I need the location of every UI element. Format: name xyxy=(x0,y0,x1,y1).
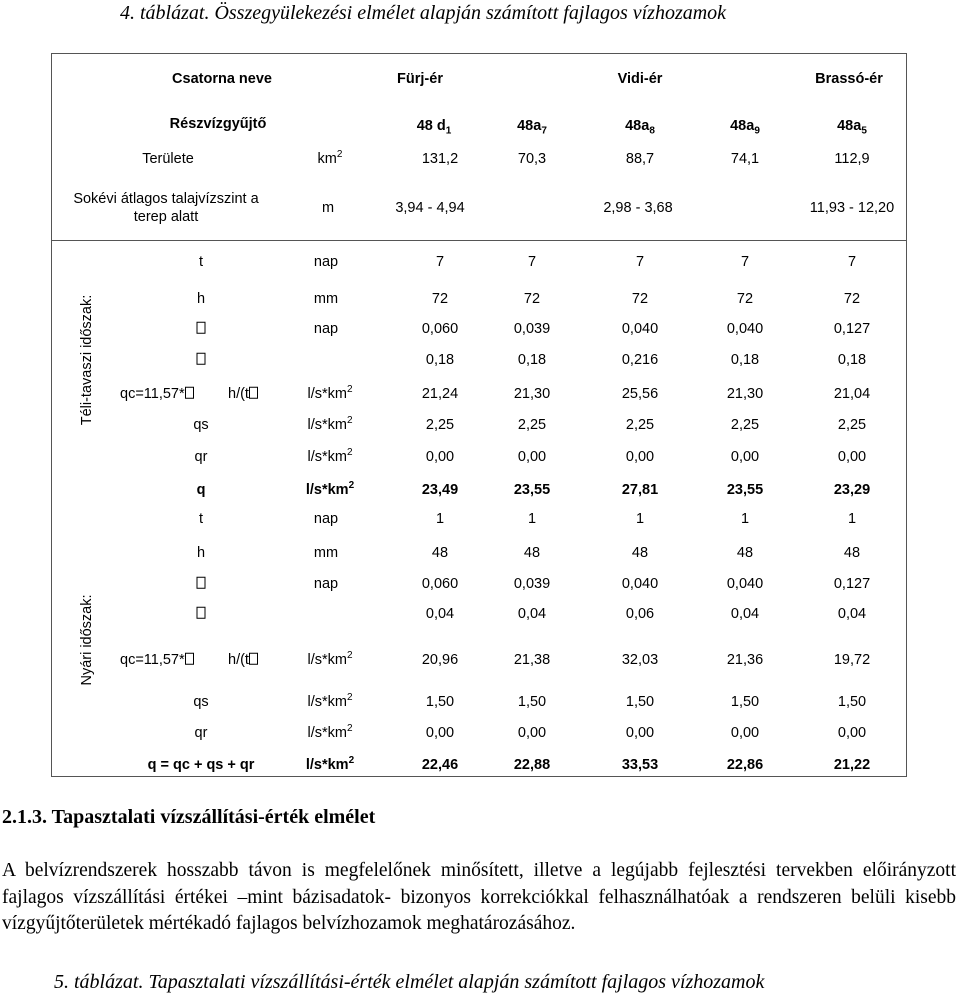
area-value: 70,3 xyxy=(517,150,547,167)
unit-text: nap xyxy=(313,253,339,270)
summer-value: 0,040 xyxy=(621,575,659,592)
unit-text: nap xyxy=(313,320,339,337)
unit-cell xyxy=(314,292,338,307)
winter-value: 0,00 xyxy=(730,448,760,465)
winter-value: 0,18 xyxy=(425,351,455,368)
formula-text: qc=11,57* xyxy=(120,651,185,668)
summer-value: 48 xyxy=(843,544,861,561)
unit-text: l/s*km xyxy=(307,385,347,402)
summer-value: 48 xyxy=(523,544,541,561)
missing-glyph-box-icon xyxy=(197,322,206,334)
row-label: h xyxy=(196,290,206,307)
winter-value: 0,216 xyxy=(621,351,659,368)
groundwater-value: 3,94 - 4,94 xyxy=(395,199,465,216)
section-heading: 2.1.3. Tapasztalati vízszállítási-érték elmélet xyxy=(2,806,376,828)
unit-text: mm xyxy=(313,290,339,307)
unit-text: l/s*km xyxy=(307,448,347,465)
code-base: 48a xyxy=(517,117,542,134)
summer-value: 48 xyxy=(631,544,649,561)
unit-cell xyxy=(307,446,353,465)
winter-value: 0,18 xyxy=(837,351,867,368)
summer-value: 20,96 xyxy=(421,651,459,668)
summer-value: 0,039 xyxy=(513,575,551,592)
code-base: 48a xyxy=(730,117,755,134)
formula-label xyxy=(120,653,194,668)
unit-cell xyxy=(314,322,338,337)
channel-name-label: Csatorna neve xyxy=(172,70,272,87)
formula-label xyxy=(120,387,194,402)
summer-value: 22,46 xyxy=(421,756,459,773)
area-value: 88,7 xyxy=(625,150,655,167)
winter-value: 2,25 xyxy=(730,416,760,433)
subcatchment-code xyxy=(837,117,867,137)
subscript-index: 1 xyxy=(445,125,452,137)
summer-value: 21,36 xyxy=(726,651,764,668)
summer-value: 0,06 xyxy=(625,605,655,622)
unit-cell xyxy=(307,414,353,433)
summer-value: 0,04 xyxy=(837,605,867,622)
groundwater-value: 2,98 - 3,68 xyxy=(603,199,673,216)
subcatchment-code xyxy=(730,117,760,137)
winter-value: 72 xyxy=(431,290,449,307)
unit-text: l/s*km xyxy=(305,481,349,498)
summer-value: 0,04 xyxy=(425,605,455,622)
symbol-label xyxy=(197,577,206,592)
winter-value: 0,00 xyxy=(625,448,655,465)
unit-text: l/s*km xyxy=(307,416,347,433)
winter-value: 2,25 xyxy=(425,416,455,433)
summer-value: 0,040 xyxy=(726,575,764,592)
missing-glyph-box-icon xyxy=(197,577,206,589)
winter-value: 0,00 xyxy=(517,448,547,465)
winter-value: 0,060 xyxy=(421,320,459,337)
winter-value: 23,55 xyxy=(513,481,551,498)
winter-value: 23,55 xyxy=(726,481,764,498)
winter-value: 72 xyxy=(843,290,861,307)
winter-value: 7 xyxy=(847,253,857,270)
unit-exponent: 2 xyxy=(348,479,355,491)
unit-text: l/s*km xyxy=(305,756,349,773)
area-value: 112,9 xyxy=(834,150,870,167)
summer-value: 48 xyxy=(431,544,449,561)
subscript-index: 8 xyxy=(649,125,655,137)
winter-value: 7 xyxy=(435,253,445,270)
winter-period-label: Téli-tavaszi időszak: xyxy=(79,294,95,426)
subcatchment-code xyxy=(416,117,452,137)
unit-exponent: 2 xyxy=(346,722,353,734)
winter-value: 2,25 xyxy=(517,416,547,433)
row-label: qr xyxy=(194,724,208,741)
code-base: 48a xyxy=(837,117,862,134)
area-value: 74,1 xyxy=(730,150,760,167)
summer-value: 0,04 xyxy=(517,605,547,622)
groundwater-label: Sokévi átlagos talajvízszint a terep alatt xyxy=(73,190,259,225)
unit-text: nap xyxy=(313,510,339,527)
formula-label-tail xyxy=(228,387,258,402)
summer-value: 22,88 xyxy=(513,756,551,773)
body-paragraph: A belvízrendszerek hosszabb távon is megfelelőnek minősített, illetve a legújabb fejlesztési tervekben előirányzott fajlagos vízszállítási értékei –mint bázisadatok- bizonyos korrekciókkal felhasználhatóak a rendszeren belüli kisebb vízgyűjtőterületek mértékadó fajlagos belvízhozamok meghatározásához. xyxy=(2,860,956,934)
subscript-index: 7 xyxy=(541,125,547,137)
winter-value: 25,56 xyxy=(621,385,659,402)
summer-value: 19,72 xyxy=(833,651,871,668)
missing-glyph-box-icon xyxy=(197,607,206,619)
row-label: qs xyxy=(193,693,209,710)
row-label: q xyxy=(196,481,206,498)
unit-cell xyxy=(307,383,353,402)
formula-text: h/(t xyxy=(228,651,249,668)
winter-value: 21,24 xyxy=(421,385,459,402)
groundwater-unit: m xyxy=(321,199,335,216)
summer-period-label: Nyári időszak: xyxy=(79,594,95,686)
winter-value: 0,039 xyxy=(513,320,551,337)
summer-value: 1,50 xyxy=(517,693,547,710)
subcatchment-code xyxy=(625,117,655,137)
winter-value: 2,25 xyxy=(837,416,867,433)
winter-value: 0,040 xyxy=(621,320,659,337)
summer-value: 0,00 xyxy=(625,724,655,741)
winter-value: 21,30 xyxy=(513,385,551,402)
unit-text: l/s*km xyxy=(307,693,347,710)
winter-value: 27,81 xyxy=(621,481,659,498)
winter-value: 21,30 xyxy=(726,385,764,402)
summer-value: 0,060 xyxy=(421,575,459,592)
row-label: t xyxy=(198,510,204,527)
summer-value: 22,86 xyxy=(726,756,764,773)
unit-exponent: 2 xyxy=(346,649,353,661)
groundwater-value: 11,93 - 12,20 xyxy=(809,199,895,216)
summer-value: 1 xyxy=(527,510,537,527)
unit-cell xyxy=(314,546,338,561)
winter-value: 0,00 xyxy=(837,448,867,465)
summer-value: 1 xyxy=(435,510,445,527)
summer-value: 0,00 xyxy=(730,724,760,741)
summer-value: 1 xyxy=(847,510,857,527)
unit-text: km xyxy=(317,150,337,167)
area-unit xyxy=(317,148,343,167)
winter-value: 23,29 xyxy=(833,481,871,498)
row-label: t xyxy=(198,253,204,270)
winter-value: 72 xyxy=(523,290,541,307)
symbol-label xyxy=(197,607,206,622)
missing-glyph-box-icon xyxy=(197,353,206,365)
winter-value: 7 xyxy=(740,253,750,270)
symbol-label xyxy=(197,322,206,337)
area-value: 131,2 xyxy=(421,150,459,167)
summer-value: 0,00 xyxy=(425,724,455,741)
unit-cell xyxy=(305,479,355,498)
formula-label-tail xyxy=(228,653,258,668)
summer-value: 0,04 xyxy=(730,605,760,622)
unit-exponent: 2 xyxy=(346,383,353,395)
formula-text: h/(t xyxy=(228,385,249,402)
summer-value: 32,03 xyxy=(621,651,659,668)
summer-value: 21,22 xyxy=(833,756,871,773)
summer-value: 0,00 xyxy=(517,724,547,741)
winter-value: 21,04 xyxy=(833,385,871,402)
code-base: 48a xyxy=(625,117,650,134)
winter-value: 0,127 xyxy=(833,320,871,337)
unit-cell xyxy=(307,691,353,710)
unit-cell xyxy=(314,255,338,270)
winter-value: 0,18 xyxy=(517,351,547,368)
unit-text: l/s*km xyxy=(307,651,347,668)
winter-value: 0,040 xyxy=(726,320,764,337)
row-label: qs xyxy=(193,416,209,433)
unit-exponent: 2 xyxy=(348,754,355,766)
channel-name: Fürj-ér xyxy=(397,70,443,87)
unit-exponent: 2 xyxy=(336,148,343,160)
winter-value: 0,18 xyxy=(730,351,760,368)
missing-glyph-box-icon xyxy=(249,387,258,399)
summer-value: 1,50 xyxy=(625,693,655,710)
unit-cell xyxy=(305,754,355,773)
summer-value: 21,38 xyxy=(513,651,551,668)
summer-value: 1 xyxy=(740,510,750,527)
channel-name: Brassó-ér xyxy=(815,70,883,87)
summer-value: 33,53 xyxy=(621,756,659,773)
winter-value: 0,00 xyxy=(425,448,455,465)
summer-value: 0,00 xyxy=(837,724,867,741)
summer-value: 1,50 xyxy=(837,693,867,710)
code-base: 48 d xyxy=(416,117,446,134)
missing-glyph-box-icon xyxy=(185,653,194,665)
row-label: q = qc + qs + qr xyxy=(147,756,255,773)
winter-value: 2,25 xyxy=(625,416,655,433)
unit-exponent: 2 xyxy=(346,414,353,426)
unit-cell xyxy=(307,649,353,668)
summer-value: 1,50 xyxy=(425,693,455,710)
summer-value: 48 xyxy=(736,544,754,561)
winter-value: 23,49 xyxy=(421,481,459,498)
missing-glyph-box-icon xyxy=(249,653,258,665)
missing-glyph-box-icon xyxy=(185,387,194,399)
summer-value: 1,50 xyxy=(730,693,760,710)
unit-exponent: 2 xyxy=(346,446,353,458)
channel-name: Vidi-ér xyxy=(617,70,663,87)
winter-value: 7 xyxy=(527,253,537,270)
subcatchment-label: Részvízgyűjtő xyxy=(169,115,267,132)
unit-text: nap xyxy=(313,575,339,592)
unit-text: mm xyxy=(313,544,339,561)
subscript-index: 5 xyxy=(861,125,867,137)
unit-exponent: 2 xyxy=(346,691,353,703)
row-label: h xyxy=(196,544,206,561)
unit-text: l/s*km xyxy=(307,724,347,741)
table-caption: 4. táblázat. Összegyülekezési elmélet alapján számított fajlagos vízhozamok xyxy=(120,2,727,24)
formula-text: qc=11,57* xyxy=(120,385,185,402)
unit-cell xyxy=(314,577,338,592)
unit-cell xyxy=(307,722,353,741)
subcatchment-code xyxy=(517,117,547,137)
summer-value: 1 xyxy=(635,510,645,527)
winter-value: 7 xyxy=(635,253,645,270)
table-caption-5: 5. táblázat. Tapasztalati vízszállítási-érték elmélet alapján számított fajlagos vízhozamok xyxy=(54,971,765,993)
area-label: Területe xyxy=(142,150,194,167)
row-label: qr xyxy=(194,448,208,465)
subscript-index: 9 xyxy=(754,125,760,137)
summer-value: 0,127 xyxy=(833,575,871,592)
unit-cell xyxy=(314,512,338,527)
winter-value: 72 xyxy=(631,290,649,307)
symbol-label xyxy=(197,353,206,368)
winter-value: 72 xyxy=(736,290,754,307)
